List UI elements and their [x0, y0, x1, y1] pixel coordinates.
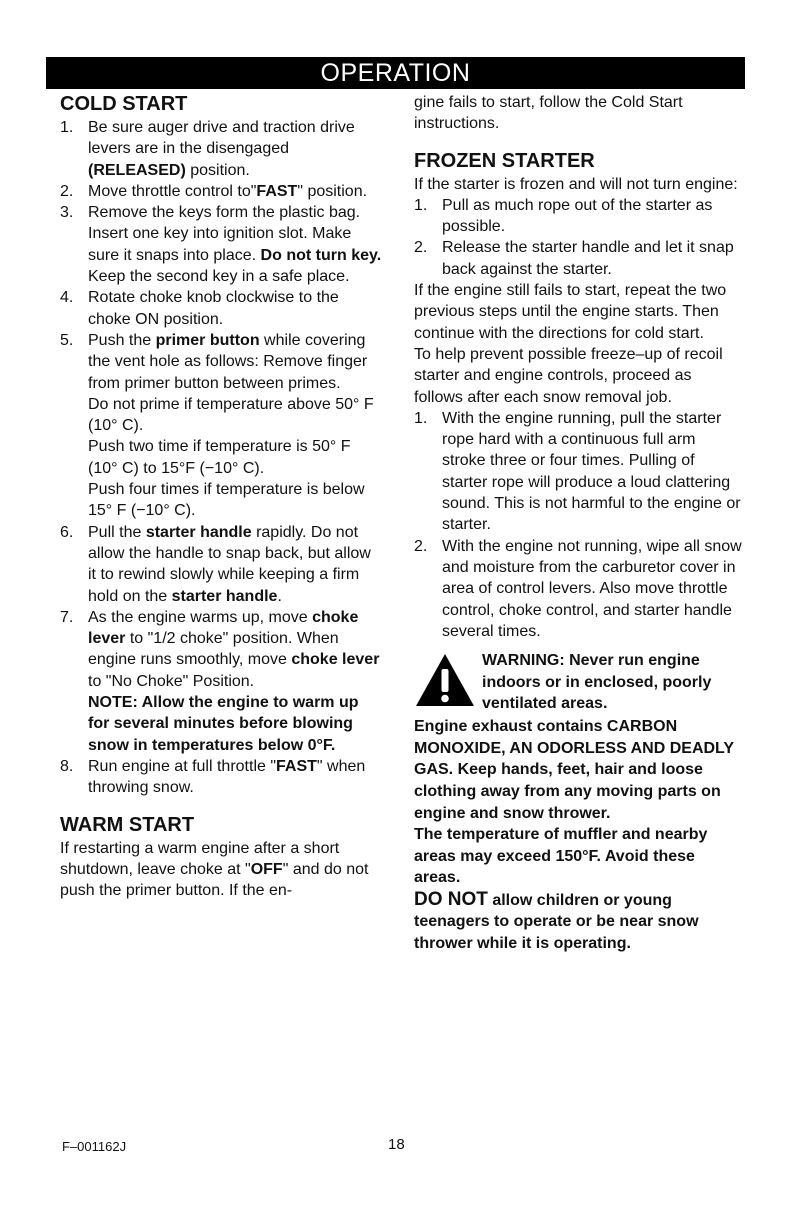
step-number: 3. [60, 204, 74, 222]
frozen-repeat-text: If the engine still fails to start, repeat the two previous steps until the engine starts. Then continue with the directions for cold start. [414, 282, 727, 342]
freeze-prevention-text: To help prevent possible freeze–up of recoil starter and engine controls, proceed as follows after each snow removal job. [414, 345, 723, 406]
step-text-segment: FAST [276, 757, 317, 775]
step-text-segment: " when throwing snow. [88, 757, 366, 797]
step-text [88, 522, 382, 607]
page-title-banner: OPERATION [46, 57, 745, 89]
step-text [442, 536, 742, 642]
document-code: F–001162J [62, 1139, 127, 1154]
step-number: 4. [60, 289, 74, 307]
cold-start-step-2 [60, 181, 382, 202]
frozen-starter-heading: FROZEN STARTER [414, 149, 595, 172]
freeze-prevention-steps [414, 408, 742, 642]
step-text [88, 181, 382, 202]
cold-start-step-6 [60, 522, 382, 607]
step-number: 2. [60, 182, 74, 200]
step-text-segment: primer button [155, 331, 260, 349]
warning-exhaust-text: Engine exhaust contains CARBON MONOXIDE, AN ODORLESS AND DEADLY GAS. Keep hands, feet, hair and loose clothing away from any moving parts on engine and snow thrower. [414, 718, 734, 822]
step-number: 1. [414, 409, 428, 427]
step-text [442, 408, 742, 536]
step-text-segment: " position. [297, 182, 368, 200]
warning-triangle-icon [414, 652, 476, 708]
freeze-prevention-step-2 [414, 536, 742, 642]
step-number: 1. [414, 196, 428, 214]
warm-start-text-segment: If restarting a warm engine after a short shutdown, leave choke at " [60, 839, 340, 878]
step-text-segment: Release the starter handle and let it snap back against the starter. [442, 239, 734, 278]
step-text-segment: Move throttle control to" [88, 182, 257, 200]
step-text-segment: Do not turn key. [260, 246, 382, 264]
step-text-segment: With the engine running, pull the starter rope hard with a continuous full arm stroke three or four times. Pulling of starter rope will produce a loud clattering sound. This is not harmful to the engine or starter. [442, 409, 741, 534]
warning-children-text [414, 889, 742, 955]
cold-start-step-4 [60, 287, 382, 330]
step-text-segment: . [277, 587, 282, 605]
step-text-segment: starter handle [145, 523, 252, 541]
left-column [60, 92, 382, 901]
step-number: 6. [60, 523, 74, 541]
frozen-step-2 [414, 237, 742, 280]
step-text-segment: to "No Choke" Position. [88, 672, 255, 690]
step-bold-note: NOTE: Allow the engine to warm up for several minutes before blowing snow in temperatures below 0°F. [88, 694, 359, 754]
step-number: 2. [414, 239, 428, 257]
page-number: 18 [388, 1136, 405, 1153]
frozen-steps [414, 195, 742, 280]
warning-header [414, 650, 742, 716]
step-text [88, 330, 382, 394]
step-text-segment: choke lever [291, 651, 380, 669]
step-text-segment: Push the [88, 331, 156, 349]
step-text-segment: starter handle [171, 587, 278, 605]
step-text [442, 195, 742, 238]
step-text [442, 237, 742, 280]
warm-start-heading: WARM START [60, 813, 195, 836]
step-text-segment: Run engine at full throttle " [88, 757, 277, 775]
step-number: 7. [60, 608, 74, 626]
freeze-prevention-step-1 [414, 408, 742, 536]
cold-start-step-3 [60, 202, 382, 287]
step-note: Push four times if temperature is below 15° F (−10° C). [88, 481, 365, 520]
step-text-segment: Remove the keys form the plastic bag. Insert one key into ignition slot. Make sure it snaps into place. [88, 204, 361, 264]
step-text-segment: rapidly. Do not allow the handle to snap back, but allow it to rewind slowly while keeping a firm hold on the [88, 523, 371, 605]
step-text-segment: Rotate choke knob clockwise to the choke ON position. [88, 289, 339, 328]
step-number: 8. [60, 757, 74, 775]
right-column [414, 92, 742, 955]
step-text-segment: (RELEASED) [88, 161, 186, 179]
warning-children-rest: allow children or young teenagers to operate or be near snow thrower while it is operating. [414, 891, 699, 953]
step-text-segment: position. [185, 161, 250, 179]
step-text [88, 202, 382, 287]
cold-start-step-7 [60, 607, 382, 756]
step-text [88, 607, 382, 692]
step-text-segment: FAST [256, 182, 298, 200]
warning-do-not: DO NOT [414, 888, 488, 910]
step-text-segment: Pull as much rope out of the starter as possible. [442, 196, 713, 236]
step-text-segment: With the engine not running, wipe all snow and moisture from the carburetor cover in area of control levers. Also move throttle control, choke control, and starter handle several times. [442, 537, 742, 640]
step-text [88, 756, 382, 799]
warm-start-text-segment: OFF [250, 860, 283, 878]
step-text-segment: Pull the [88, 523, 146, 541]
step-number: 5. [60, 331, 74, 349]
step-note: Do not prime if temperature above 50° F (10° C). [88, 395, 374, 435]
frozen-intro: If the starter is frozen and will not turn engine: [414, 175, 738, 193]
step-text-segment: Be sure auger drive and traction drive levers are in the disengaged [88, 119, 355, 158]
cold-start-heading: COLD START [60, 93, 188, 115]
step-number: 1. [60, 119, 74, 136]
step-text-segment: As the engine warms up, move [88, 608, 313, 626]
step-text-segment: choke lever [88, 608, 359, 648]
warm-start-text [60, 838, 382, 902]
step-text-segment: Keep the second key in a safe place. [88, 268, 350, 286]
frozen-step-1 [414, 195, 742, 238]
step-text-segment: while covering the vent hole as follows: Remove finger from primer button between primes. [88, 331, 368, 392]
cold-start-step-5 [60, 330, 382, 522]
step-text-segment: to "1/2 choke" position. When engine runs smoothly, move [88, 630, 339, 669]
warm-start-text-continued: gine fails to start, follow the Cold Start instructions. [414, 94, 683, 133]
step-text [88, 117, 382, 181]
cold-start-step-1 [60, 117, 382, 181]
step-note: Push two time if temperature is 50° F (10° C) to 15°F (−10° C). [88, 438, 351, 477]
warm-start-text-segment: " and do not push the primer button. If the en- [60, 860, 369, 900]
warning-block [414, 650, 742, 955]
cold-start-step-8 [60, 756, 382, 799]
cold-start-steps [60, 117, 382, 799]
step-text [88, 287, 382, 330]
step-number: 2. [414, 537, 428, 555]
warning-muffler-text: The temperature of muffler and nearby areas may exceed 150°F. Avoid these areas. [414, 826, 708, 887]
warning-lead: WARNING: Never run engine indoors or in enclosed, poorly ventilated areas. [482, 652, 712, 713]
